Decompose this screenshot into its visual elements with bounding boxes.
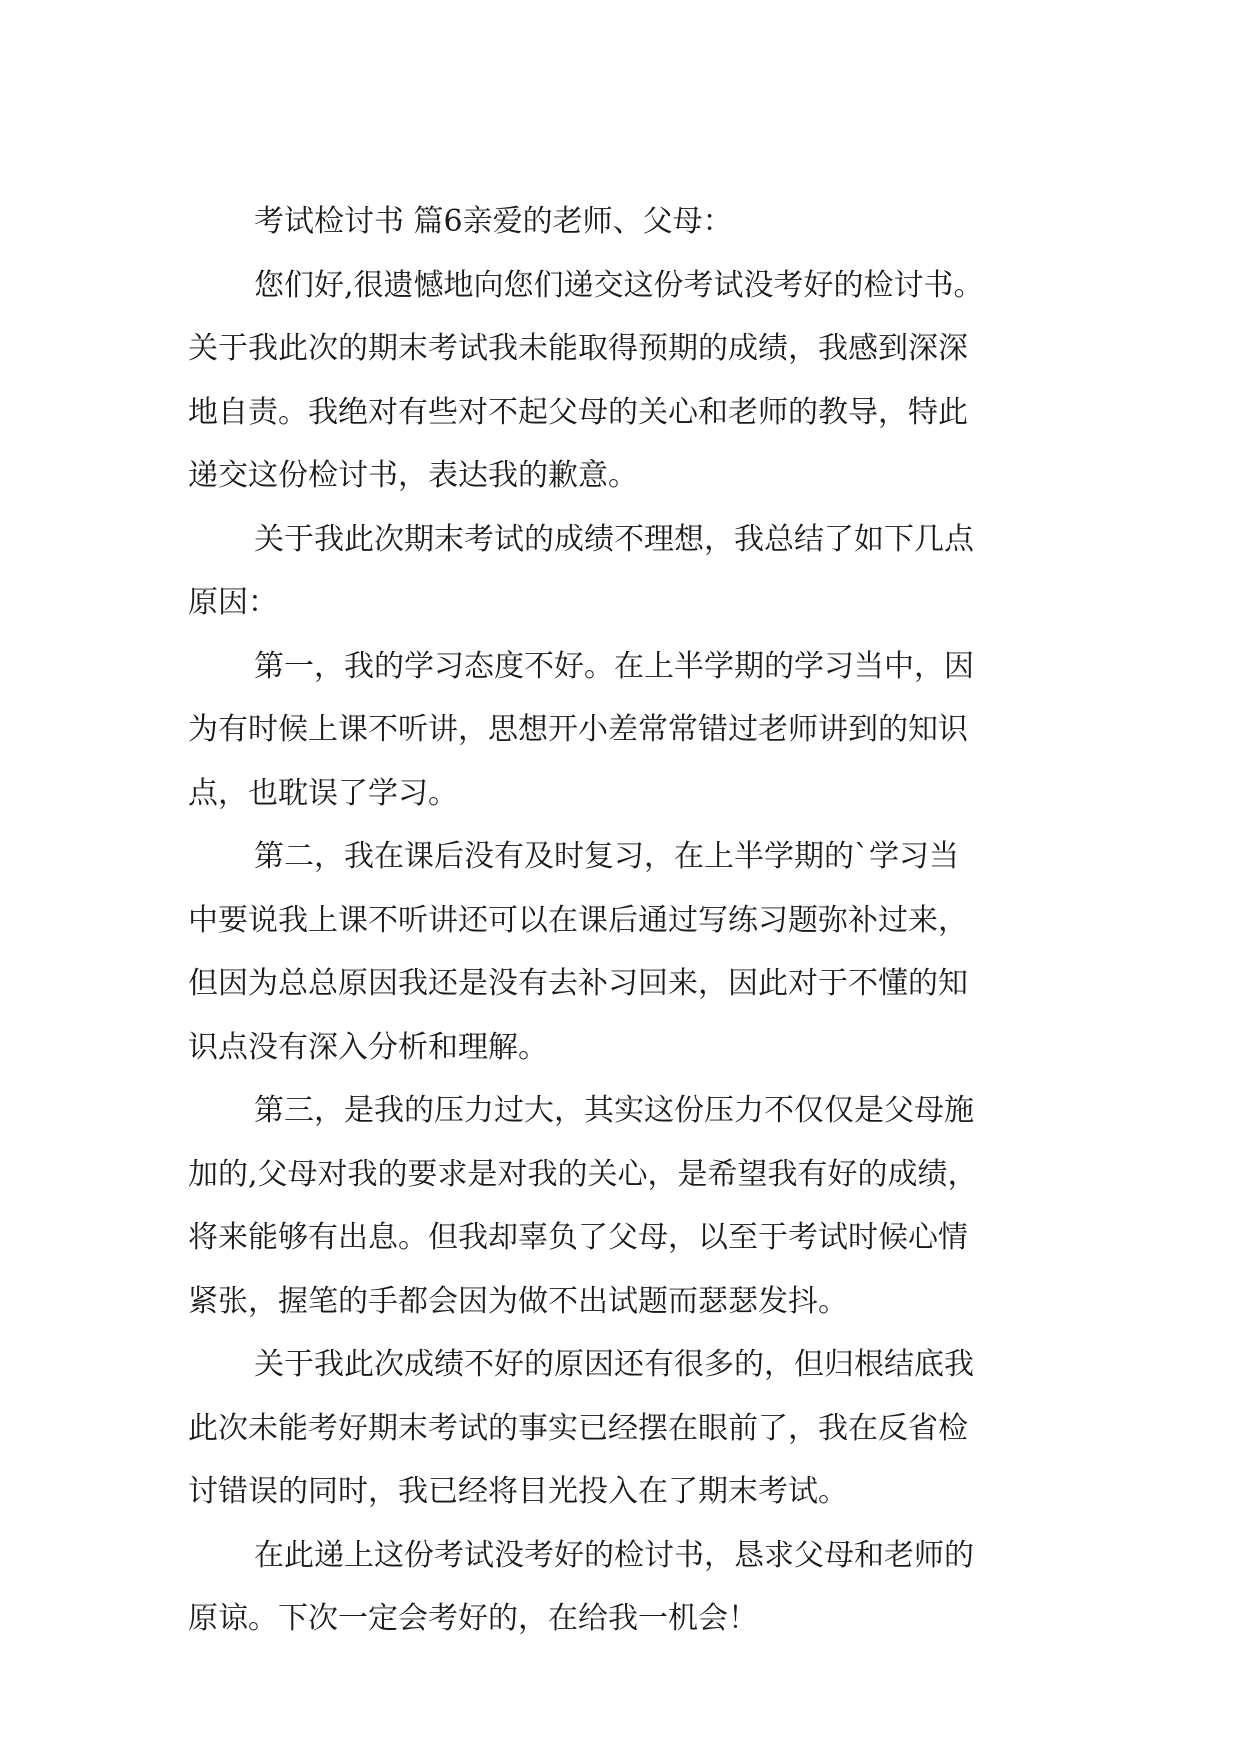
- text-line: 原谅。下次一定会考好的，在给我一机会！: [188, 1601, 758, 1636]
- text-line: 考试检讨书 篇6亲爱的老师、父母：: [254, 204, 733, 239]
- text-line: 为有时候上课不听讲，思想开小差常常错过老师讲到的知识: [188, 712, 968, 747]
- paragraph-heading: [188, 190, 1048, 254]
- text-line: 原因：: [188, 585, 278, 620]
- text-line: 紧张，握笔的手都会因为做不出试题而瑟瑟发抖。: [188, 1283, 848, 1319]
- text-line: 关于我此次的期末考试我未能取得预期的成绩，我感到深深: [188, 331, 968, 366]
- text-line: 关于我此次期末考试的成绩不理想，我总结了如下几点: [254, 521, 974, 557]
- text-line: 点，也耽误了学习。: [188, 775, 458, 811]
- text-line: 第一，我的学习态度不好。在上半学期的学习当中，因: [254, 648, 974, 684]
- paragraph-reason-one: [188, 635, 1048, 826]
- paragraph-reason-three: [188, 1079, 1048, 1333]
- text-line: 在此递上这份考试没考好的检讨书，恳求父母和老师的: [254, 1537, 974, 1573]
- text-line: 识点没有深入分析和理解。: [188, 1029, 548, 1065]
- paragraph-reflection: [188, 1333, 1048, 1524]
- paragraph-greeting: [188, 254, 1048, 508]
- paragraph-summary: [188, 508, 1048, 635]
- text-line: 递交这份检讨书，表达我的歉意。: [188, 458, 638, 493]
- text-line: 此次未能考好期末考试的事实已经摆在眼前了，我在反省检: [188, 1410, 968, 1446]
- text-line: 关于我此次成绩不好的原因还有很多的，但归根结底我: [254, 1347, 974, 1382]
- text-line: 第三，是我的压力过大，其实这份压力不仅仅是父母施: [254, 1093, 974, 1128]
- text-line: 中要说我上课不听讲还可以在课后通过写练习题弥补过来，: [188, 902, 968, 938]
- paragraph-closing: [188, 1524, 1048, 1651]
- text-line: 您们好,很遗憾地向您们递交这份考试没考好的检讨书。: [254, 267, 984, 303]
- paragraph-reason-two: [188, 825, 1048, 1079]
- text-line: 地自责。我绝对有些对不起父母的关心和老师的教导，特此: [188, 394, 968, 430]
- text-line: 将来能够有出息。但我却辜负了父母，以至于考试时候心情: [188, 1220, 968, 1255]
- text-line: 第二，我在课后没有及时复习，在上半学期的`学习当: [254, 839, 959, 874]
- text-line: 但因为总总原因我还是没有去补习回来，因此对于不懂的知: [188, 966, 968, 1001]
- text-line: 讨错误的同时，我已经将目光投入在了期末考试。: [188, 1474, 848, 1509]
- document-body: [188, 190, 1048, 1651]
- text-line: 加的,父母对我的要求是对我的关心，是希望我有好的成绩，: [188, 1156, 978, 1192]
